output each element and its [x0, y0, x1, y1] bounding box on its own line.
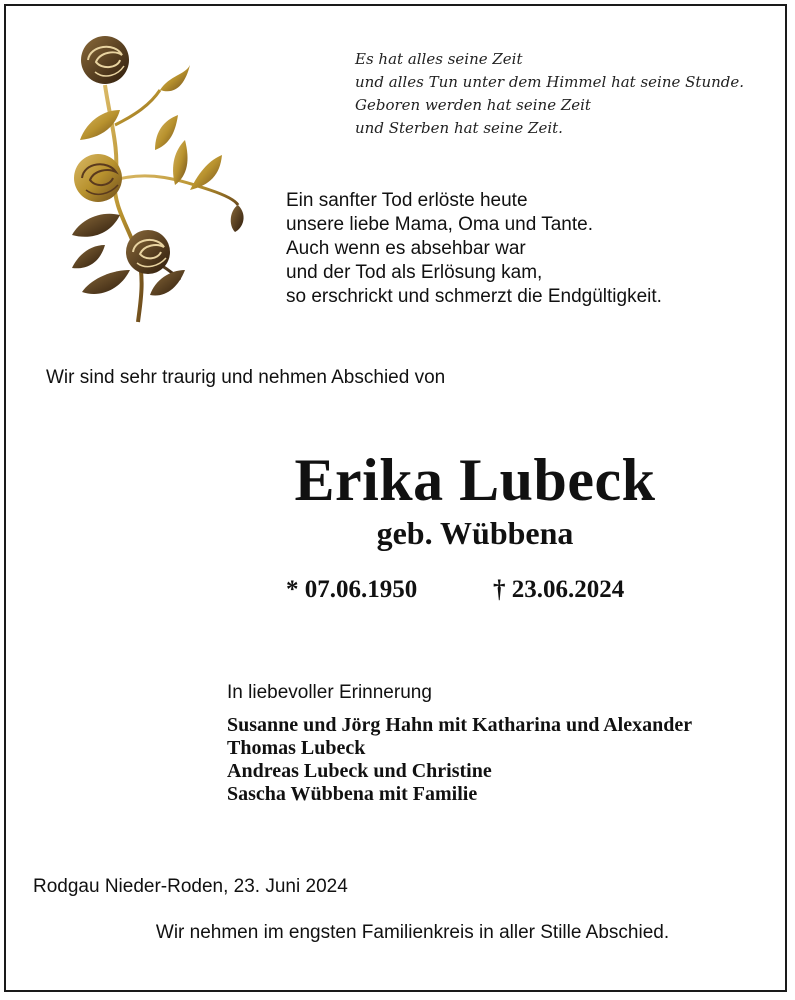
mourner: Sascha Wübbena mit Familie [227, 783, 478, 805]
place-date: Rodgau Nieder-Roden, 23. Juni 2024 [33, 876, 348, 897]
intro-line: Ein sanfter Tod erlöste heute [286, 190, 528, 211]
mourner: Thomas Lubeck [227, 737, 366, 759]
bible-verse [355, 48, 775, 140]
closing-note: Wir nehmen im engsten Familienkreis in aller Stille Abschied. [155, 922, 670, 943]
intro-line: so erschrickt und schmerzt die Endgültigkeit. [286, 286, 662, 307]
birth-name: geb. Wübbena [376, 515, 574, 551]
death-date: † 23.06.2024 [493, 576, 625, 603]
intro-text [286, 189, 766, 309]
intro-line: unsere liebe Mama, Oma und Tante. [286, 214, 593, 235]
intro-line: und der Tod als Erlösung kam, [286, 262, 543, 283]
memory-label: In liebevoller Erinnerung [227, 682, 432, 703]
birth-date: * 07.06.1950 [286, 576, 418, 603]
farewell-text: Wir sind sehr traurig und nehmen Abschied von [46, 367, 446, 388]
mourner: Susanne und Jörg Hahn mit Katharina und Alexander [227, 714, 693, 736]
verse-line: und alles Tun unter dem Himmel hat seine Stunde. [355, 73, 745, 91]
verse-line: Geboren werden hat seine Zeit [355, 96, 591, 114]
intro-line: Auch wenn es absehbar war [286, 238, 526, 259]
mourner: Andreas Lubeck und Christine [227, 760, 492, 782]
mourners-list [227, 714, 692, 806]
verse-line: und Sterben hat seine Zeit. [355, 119, 563, 137]
roses-ornament-icon [60, 30, 260, 330]
verse-line: Es hat alles seine Zeit [355, 50, 523, 68]
deceased-name: Erika Lubeck [294, 447, 656, 513]
